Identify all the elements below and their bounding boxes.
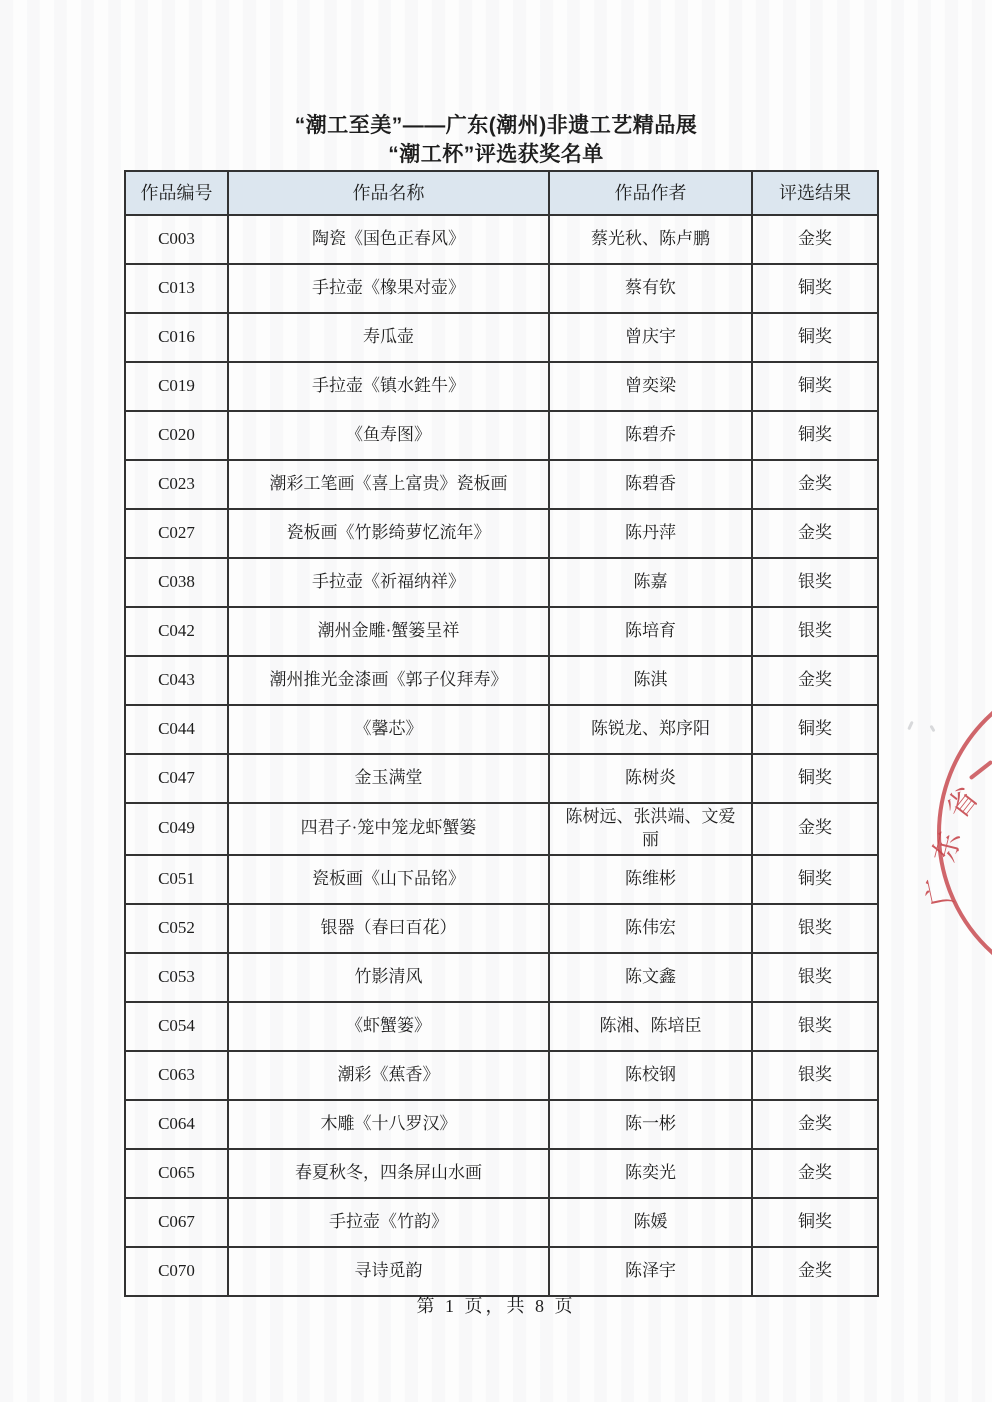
awards-table [124,170,879,1297]
work-id-cell: C027 [125,509,228,558]
table-row [125,953,878,1002]
work-author-cell: 陈碧乔 [549,411,752,460]
table-row [125,1100,878,1149]
work-author-cell: 陈树远、张洪端、文爱丽 [549,803,752,855]
work-title-cell: 四君子·笼中笼龙虾蟹篓 [228,803,549,855]
work-id-cell: C070 [125,1247,228,1296]
work-author-cell: 陈奕光 [549,1149,752,1198]
work-author-cell: 陈伟宏 [549,904,752,953]
award-cell: 铜奖 [752,264,878,313]
work-id-cell: C052 [125,904,228,953]
work-id-cell: C053 [125,953,228,1002]
award-cell: 铜奖 [752,705,878,754]
scan-speck [907,721,914,730]
work-author-cell: 陈文鑫 [549,953,752,1002]
header-row [125,171,878,215]
work-author-cell: 陈碧香 [549,460,752,509]
work-title-cell: 竹影清风 [228,953,549,1002]
work-author-cell: 陈嘉 [549,558,752,607]
table-row [125,264,878,313]
work-title-cell: 潮州推光金漆画《郭子仪拜寿》 [228,656,549,705]
work-title-cell: 潮彩《蕉香》 [228,1051,549,1100]
work-id-cell: C003 [125,215,228,264]
award-cell: 铜奖 [752,1198,878,1247]
table-row [125,411,878,460]
award-cell: 铜奖 [752,855,878,904]
work-author-cell: 陈淇 [549,656,752,705]
award-cell: 银奖 [752,1051,878,1100]
header-work-author: 作品作者 [549,171,752,215]
work-id-cell: C064 [125,1100,228,1149]
award-cell: 银奖 [752,1002,878,1051]
work-author-cell: 陈媛 [549,1198,752,1247]
work-id-cell: C047 [125,754,228,803]
work-id-cell: C013 [125,264,228,313]
work-id-cell: C043 [125,656,228,705]
work-id-cell: C051 [125,855,228,904]
table-row [125,1051,878,1100]
work-title-cell: 《虾蟹篓》 [228,1002,549,1051]
work-title-cell: 手拉壶《竹韵》 [228,1198,549,1247]
work-title-cell: 金玉满堂 [228,754,549,803]
table-row [125,803,878,855]
work-title-cell: 寻诗觅韵 [228,1247,549,1296]
red-seal-character: 省 [940,781,985,826]
work-id-cell: C065 [125,1149,228,1198]
work-id-cell: C023 [125,460,228,509]
award-cell: 铜奖 [752,754,878,803]
award-cell: 金奖 [752,803,878,855]
award-cell: 银奖 [752,607,878,656]
work-title-cell: 瓷板画《竹影绮萝忆流年》 [228,509,549,558]
table-row [125,904,878,953]
work-author-cell: 陈校钢 [549,1051,752,1100]
award-cell: 铜奖 [752,411,878,460]
header-award-result: 评选结果 [752,171,878,215]
title-line-2: “潮工杯”评选获奖名单 [388,143,604,166]
work-author-cell: 曾庆宇 [549,313,752,362]
award-cell: 铜奖 [752,313,878,362]
award-cell: 金奖 [752,509,878,558]
work-title-cell: 潮彩工笔画《喜上富贵》瓷板画 [228,460,549,509]
header-work-id: 作品编号 [125,171,228,215]
award-cell: 银奖 [752,904,878,953]
work-author-cell: 陈树炎 [549,754,752,803]
table-row [125,1198,878,1247]
red-seal-character: 东 [927,828,968,866]
table-row [125,656,878,705]
table-row [125,855,878,904]
table-row [125,607,878,656]
work-author-cell: 蔡光秋、陈卢鹏 [549,215,752,264]
award-cell: 金奖 [752,460,878,509]
work-id-cell: C038 [125,558,228,607]
work-id-cell: C042 [125,607,228,656]
work-author-cell: 曾奕梁 [549,362,752,411]
work-title-cell: 《鱼寿图》 [228,411,549,460]
work-title-cell: 手拉壶《祈福纳祥》 [228,558,549,607]
award-cell: 铜奖 [752,362,878,411]
work-author-cell: 陈泽宇 [549,1247,752,1296]
work-id-cell: C063 [125,1051,228,1100]
work-id-cell: C019 [125,362,228,411]
document-title [0,111,992,169]
work-title-cell: 寿瓜壶 [228,313,549,362]
table-row [125,558,878,607]
award-cell: 金奖 [752,1149,878,1198]
table-row [125,1149,878,1198]
work-author-cell: 陈培育 [549,607,752,656]
work-title-cell: 木雕《十八罗汉》 [228,1100,549,1149]
work-title-cell: 瓷板画《山下品铭》 [228,855,549,904]
award-cell: 金奖 [752,215,878,264]
red-seal-character: 广 [921,873,960,910]
work-title-cell: 银器（春曰百花） [228,904,549,953]
award-cell: 金奖 [752,656,878,705]
table-row [125,313,878,362]
table-row [125,509,878,558]
table-row [125,1002,878,1051]
award-cell: 银奖 [752,953,878,1002]
award-cell: 金奖 [752,1247,878,1296]
table-row [125,754,878,803]
work-title-cell: 潮州金雕·蟹篓呈祥 [228,607,549,656]
page-number-footer: 第 1 页，共 8 页 [416,1296,576,1316]
title-line-1: “潮工至美”——广东(潮州)非遗工艺精品展 [294,114,698,137]
table-row [125,460,878,509]
work-author-cell: 陈丹萍 [549,509,752,558]
work-title-cell: 《馨芯》 [228,705,549,754]
table-row [125,705,878,754]
work-author-cell: 陈维彬 [549,855,752,904]
work-title-cell: 春夏秋冬，四条屏山水画 [228,1149,549,1198]
work-author-cell: 陈湘、陈培臣 [549,1002,752,1051]
work-author-cell: 陈一彬 [549,1100,752,1149]
work-title-cell: 陶瓷《国色正春风》 [228,215,549,264]
work-author-cell: 陈锐龙、郑序阳 [549,705,752,754]
work-title-cell: 手拉壶《镇水鉎牛》 [228,362,549,411]
work-title-cell: 手拉壶《橡果对壶》 [228,264,549,313]
scan-speck [929,725,935,733]
award-cell: 银奖 [752,558,878,607]
award-cell: 金奖 [752,1100,878,1149]
work-id-cell: C067 [125,1198,228,1247]
header-work-title: 作品名称 [228,171,549,215]
work-author-cell: 蔡有钦 [549,264,752,313]
table-row [125,215,878,264]
work-id-cell: C020 [125,411,228,460]
work-id-cell: C049 [125,803,228,855]
table-row [125,362,878,411]
work-id-cell: C016 [125,313,228,362]
awards-table-header [125,171,878,215]
table-row [125,1247,878,1296]
work-id-cell: C044 [125,705,228,754]
work-id-cell: C054 [125,1002,228,1051]
awards-table-body [125,215,878,1296]
